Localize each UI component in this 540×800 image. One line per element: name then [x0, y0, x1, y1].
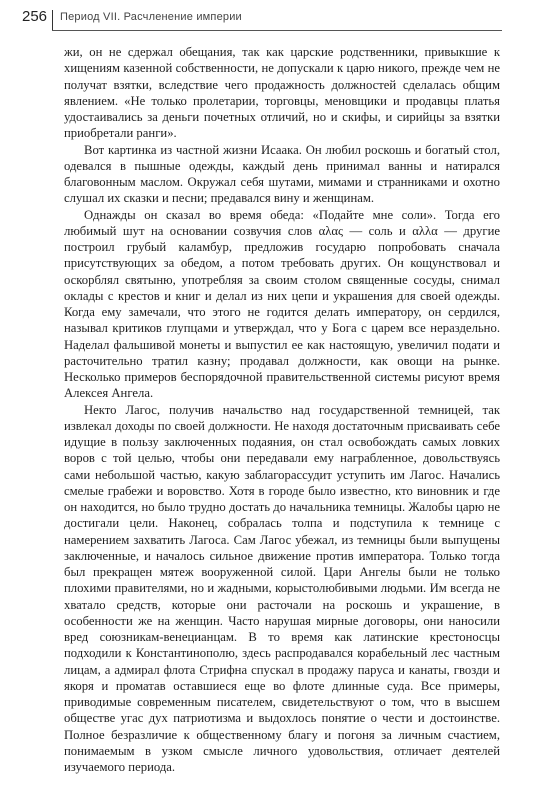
- paragraph: Вот картинка из частной жизни Исаака. Он любил роскошь и богатый стол, одевался в пышные одежды, каждый день принимал ванны и натирался благовонным маслом. Окружал себя шутами, мимами и странниками и охотно слушал их сказки и песни; предавался вину и женщинам.: [64, 142, 500, 206]
- running-head-title: Период VII. Расчленение империи: [60, 11, 242, 23]
- header-divider: [52, 10, 53, 30]
- page-number: 256: [22, 8, 48, 25]
- paragraph: Некто Лагос, получив начальство над государственной темницей, так извлекал доходы по своей должности. Не находя достаточным присваивать себе идущие в пользу заключенных подаяния, он стал освобождать самых ловких воров с той целью, чтобы они передавали ему награбленное, довольствуясь сами небольшой частью, какую заблагорассудит уступить им Лагос. Начались смелые грабежи и воровство. Хотя в городе было известно, кто виновник и где он находится, но было трудно достать до начальника темницы. Жалобы царю не достигали цели. Наконец, собралась толпа и подступила к темнице с намерением захватить Лагоса. Сам Лагос убежал, из темницы были выпущены заключенные, и началось сильное движение против императора. Только тогда был прекращен мятеж вооруженной силой. Цари Ангелы были не только плохими правителями, но и жадными, корыстолюбивыми людьми. Им всегда не хватало средств, которые они расточали на роскошь и украшение, в особенности же на женщин. Часто нарушая мирные договоры, они наносили вред союзникам-венецианцам. В то время как латинские крестоносцы подходили к Константинополю, здесь распродавался корабельный лес частным лицам, а адмирал флота Стрифна спускал в продажу паруса и канаты, гвозди и якоря и проматав оставшиеся еще во флоте длинные суда. Все примеры, приводимые современным писателем, свидетельствуют о том, что в высшем обществе угас дух патриотизма и выдохлось понятие о чести и достоинстве. Полное безразличие к общественному благу и погоня за личным счастием, понимаемым в узком смысле личного удовольствия, отличает деятелей изучаемого периода.: [64, 402, 500, 774]
- paragraph: Однажды он сказал во время обеда: «Подайте мне соли». Тогда его любимый шут на основании созвучия слов αλας — соль и αλλα — другие построил грубый каламбур, предложив государю попробовать сначала присутствующих за обедом, а потом требовать других. Он кощунствовал и оскорблял святыню, употребляя за своим столом священные сосуды, снимал оклады с крестов и книг и делал из них цепи и украшения для своей одежды. Когда ему замечали, что этого не годится делать императору, он сердился, называл критиков глупцами и утверждал, что у Бога с царем все нераздельно. Наделал фальшивой монеты и выпустил ее как настоящую, увеличил подати и расточительно тратил казну; продавал должности, как овощи на рынке. Несколько примеров беспорядочной правительственной системы рисуют время Алексея Ангела.: [64, 207, 500, 401]
- body-text: [64, 44, 500, 775]
- header-rule: [52, 30, 502, 31]
- paragraph: жи, он не сдержал обещания, так как царские родственники, привыкшие к хищениям казенной собственности, не допускали к царю никого, прежде чем не получат взятки, вследствие чего продажность должностей сделалась общим явлением. «Не только пролетарии, торговцы, меновщики и продавцы платья удостаивались за деньги почетных отличий, но и скифы, и сирийцы за взятки приобретали ранги».: [64, 45, 500, 141]
- running-head: [0, 6, 540, 36]
